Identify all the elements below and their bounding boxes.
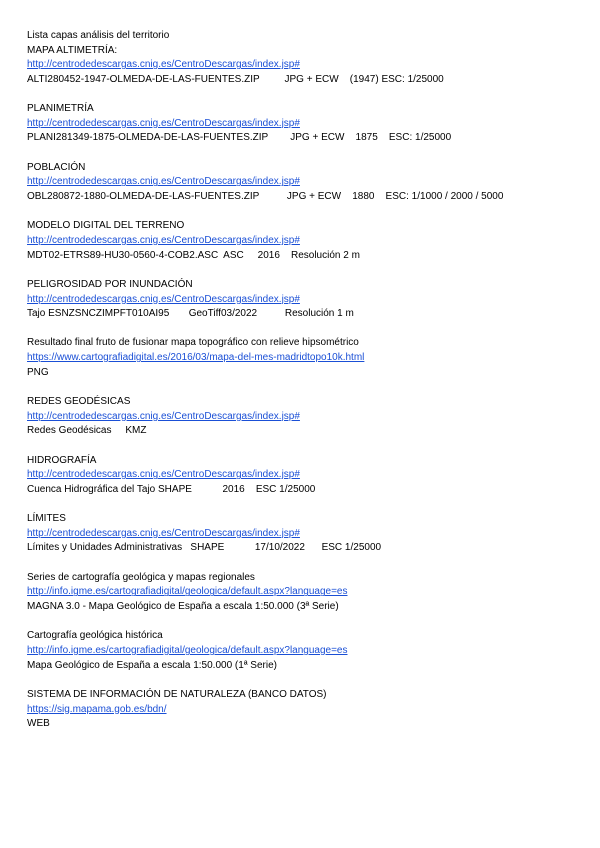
section-link[interactable]: http://centrodedescargas.cnig.es/CentroDescargas/index.jsp# [27, 527, 300, 539]
section-link[interactable]: http://centrodedescargas.cnig.es/CentroDescargas/index.jsp# [27, 117, 300, 129]
section-link[interactable]: http://centrodedescargas.cnig.es/CentroDescargas/index.jsp# [27, 410, 300, 422]
section-heading: SISTEMA DE INFORMACIÓN DE NATURALEZA (BANCO DATOS) [27, 688, 327, 700]
section-details: ALTI280452-1947-OLMEDA-DE-LAS-FUENTES.ZIP JPG + ECW (1947) ESC: 1/25000 [27, 73, 444, 85]
section-heading: HIDROGRAFÍA [27, 454, 97, 466]
section-gap [27, 263, 587, 278]
section-peligrosidad [27, 278, 587, 322]
section-details: Tajo ESNZSNCZIMPFT010AI95 GeoTiff03/2022 Resolución 1 m [27, 308, 354, 320]
section-link[interactable]: http://centrodedescargas.cnig.es/CentroDescargas/index.jsp# [27, 59, 300, 71]
section-heading: POBLACIÓN [27, 161, 86, 173]
section-heading: PELIGROSIDAD POR INUNDACIÓN [27, 278, 193, 290]
section-gap [27, 205, 587, 220]
section-link[interactable]: http://info.igme.es/cartografiadigital/geologica/default.aspx?language=es [27, 644, 348, 656]
section-details: PLANI281349-1875-OLMEDA-DE-LAS-FUENTES.ZIP JPG + ECW 1875 ESC: 1/25000 [27, 132, 452, 144]
section-gap [27, 673, 587, 688]
section-altimetria [27, 44, 587, 88]
section-details: Cuenca Hidrográfica del Tajo SHAPE 2016 ESC 1/25000 [27, 483, 316, 495]
section-heading: MAPA ALTIMETRÍA: [27, 44, 118, 56]
section-series-geologica [27, 571, 587, 615]
section-heading: Resultado final fruto de fusionar mapa topográfico con relieve hipsométrico [27, 337, 359, 349]
section-details: OBL280872-1880-OLMEDA-DE-LAS-FUENTES.ZIP JPG + ECW 1880 ESC: 1/1000 / 2000 / 5000 [27, 190, 504, 202]
section-details: WEB [27, 718, 50, 730]
section-link[interactable]: http://centrodedescargas.cnig.es/CentroDescargas/index.jsp# [27, 469, 300, 481]
section-link[interactable]: http://centrodedescargas.cnig.es/CentroDescargas/index.jsp# [27, 176, 300, 188]
section-gap [27, 146, 587, 161]
section-link[interactable]: http://centrodedescargas.cnig.es/CentroDescargas/index.jsp# [27, 234, 300, 246]
section-gap [27, 380, 587, 395]
document-page [27, 29, 587, 732]
section-geologica-historica [27, 629, 587, 673]
section-resultado-final [27, 336, 587, 380]
section-link[interactable]: http://info.igme.es/cartografiadigital/geologica/default.aspx?language=es [27, 586, 348, 598]
section-details: MAGNA 3.0 - Mapa Geológico de España a escala 1:50.000 (3ª Serie) [27, 600, 339, 612]
section-redes-geodesicas [27, 395, 587, 439]
section-heading: Series de cartografía geológica y mapas regionales [27, 571, 255, 583]
section-heading: LÍMITES [27, 513, 66, 525]
section-details: Redes Geodésicas KMZ [27, 425, 147, 437]
section-poblacion [27, 161, 587, 205]
section-details: Mapa Geológico de España a escala 1:50.000 (1ª Serie) [27, 659, 277, 671]
section-gap [27, 322, 587, 337]
section-gap [27, 615, 587, 630]
section-heading: MODELO DIGITAL DEL TERRENO [27, 220, 185, 232]
document-title: Lista capas análisis del territorio [27, 30, 170, 41]
section-heading: PLANIMETRÍA [27, 103, 94, 115]
section-details: Límites y Unidades Administrativas SHAPE 17/10/2022 ESC 1/25000 [27, 542, 382, 554]
section-modelo-digital [27, 219, 587, 263]
section-details: PNG [27, 366, 49, 378]
section-gap [27, 497, 587, 512]
section-hidrografia [27, 454, 587, 498]
section-link[interactable]: https://sig.mapama.gob.es/bdn/ [27, 703, 167, 715]
section-sistema-naturaleza [27, 688, 587, 732]
section-link[interactable]: https://www.cartografiadigital.es/2016/03/mapa-del-mes-madridtopo10k.html [27, 352, 365, 364]
section-gap [27, 556, 587, 571]
section-details: MDT02-ETRS89-HU30-0560-4-COB2.ASC ASC 2016 Resolución 2 m [27, 249, 360, 261]
section-gap [27, 439, 587, 454]
section-heading: Cartografía geológica histórica [27, 630, 163, 642]
section-heading: REDES GEODÉSICAS [27, 396, 131, 408]
section-planimetria [27, 102, 587, 146]
section-limites [27, 512, 587, 556]
section-gap [27, 87, 587, 102]
section-link[interactable]: http://centrodedescargas.cnig.es/CentroDescargas/index.jsp# [27, 293, 300, 305]
